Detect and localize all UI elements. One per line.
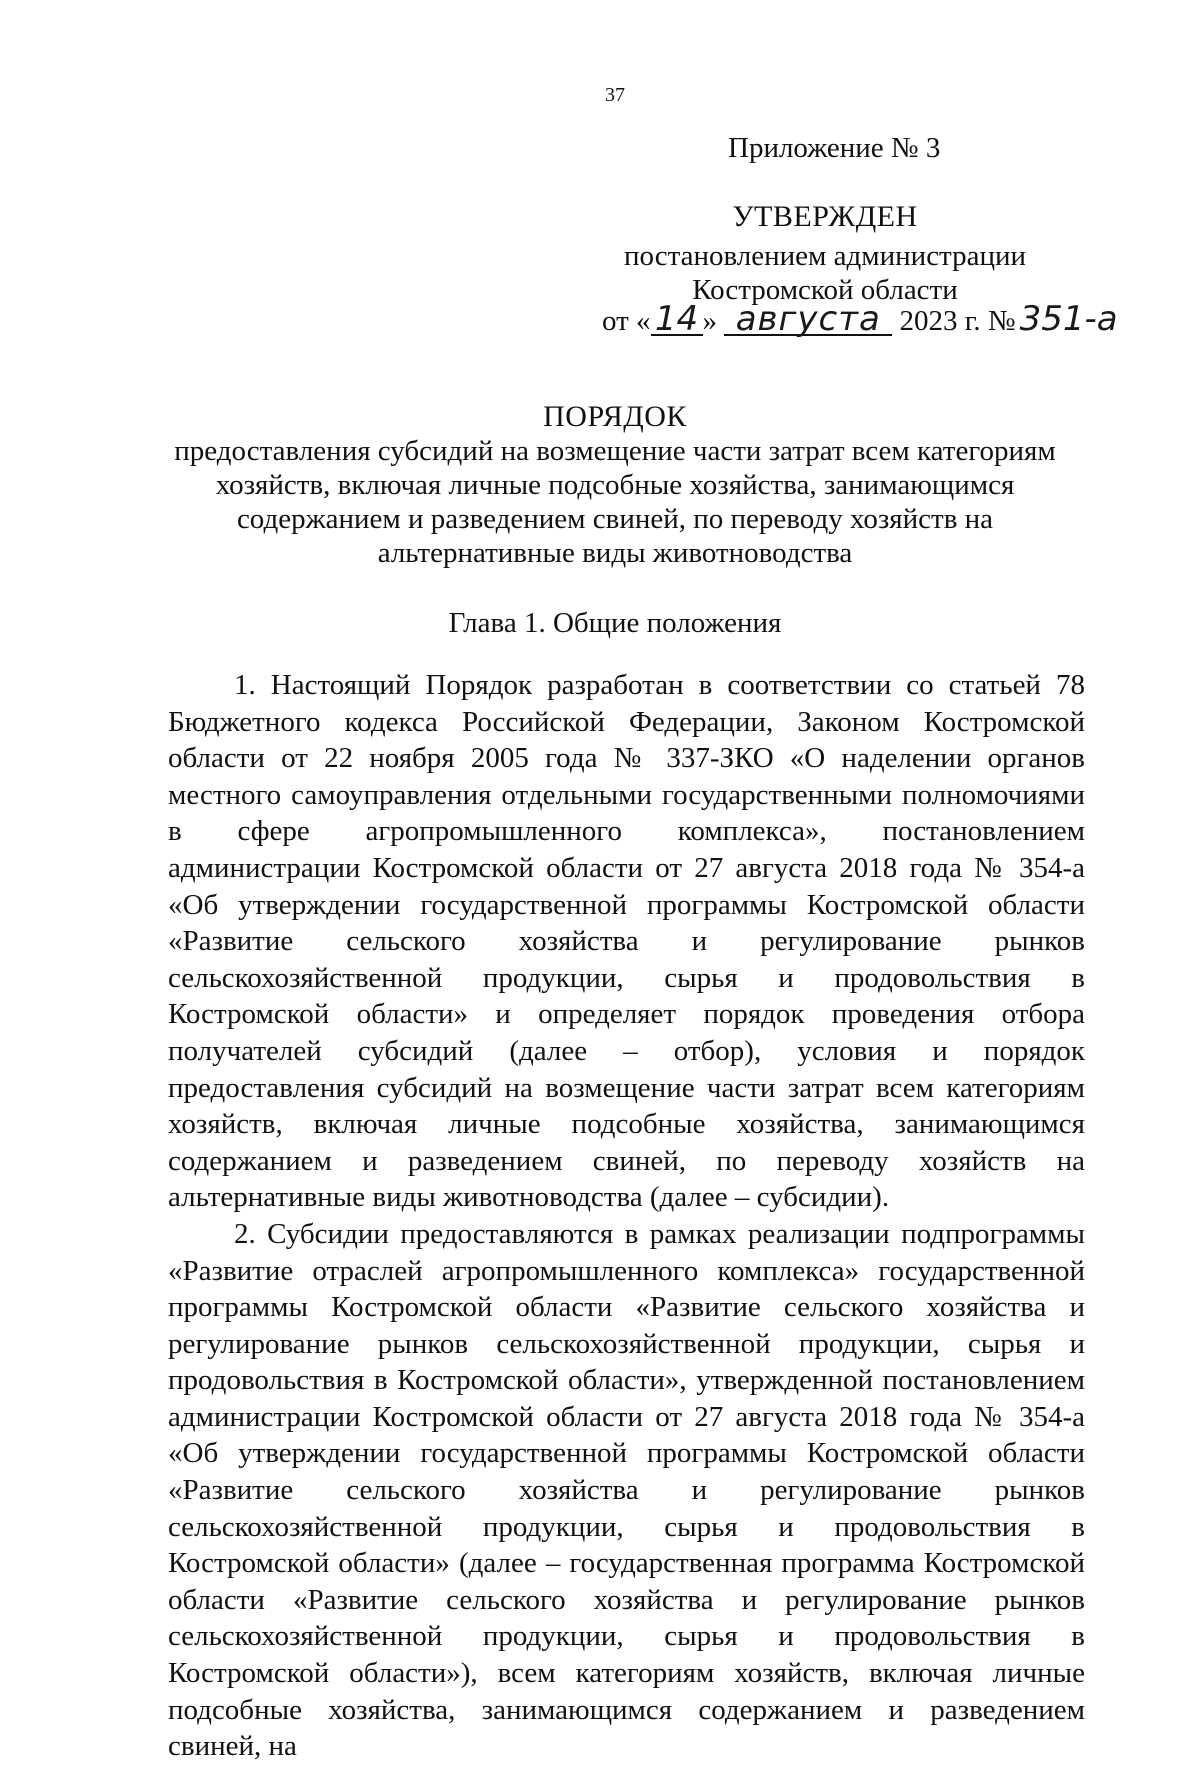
- paragraph-1: 1. Настоящий Порядок разработан в соответствии со статьей 78 Бюджетного кодекса Российской Федерации, Законом Костромской области от 22 ноября 2005 года № 337-ЗКО «О наделении органов местного самоуправления отдельными государственными полномочиями в сфере агропромышленного комплекса», постановлением администрации Костромской области от 27 августа 2018 года № 354-а «Об утверждении государственной программы Костромской области «Развитие сельского хозяйства и регулирование рынков сельскохозяйственной продукции, сырья и продовольствия в Костромской области» и определяет порядок проведения отбора получателей субсидий (далее – отбор), условия и порядок предоставления субсидий на возмещение части затрат всем категориям хозяйств, включая личные подсобные хозяйства, занимающимся содержанием и разведением свиней, по переводу хозяйств на альтернативные виды животноводства (далее – субсидии).: [168, 669, 1085, 1214]
- date-mid: »: [702, 305, 718, 337]
- approved-heading: УТВЕРЖДЕН: [732, 200, 918, 233]
- approved-by-line-1: постановлением администрации: [623, 240, 1027, 272]
- date-prefix: от «: [602, 305, 651, 337]
- handwritten-month: августа: [724, 304, 892, 336]
- body-text: [168, 667, 1085, 1765]
- page-number: 37: [605, 84, 625, 106]
- handwritten-doc-number: 351-а: [1019, 299, 1118, 339]
- chapter-heading: Глава 1. Общие положения: [448, 607, 782, 639]
- appendix-label: Приложение № 3: [728, 132, 941, 164]
- approved-by-line-2: Костромской области: [692, 274, 958, 306]
- date-year: 2023 г. №: [899, 305, 1016, 337]
- document-subtitle: предоставления субсидий на возмещение части затрат всем категориям хозяйств, включая личные подсобные хозяйства, занимающимся содержанием и разведением свиней, по переводу хозяйств на альтернативные виды животноводства: [174, 435, 1056, 569]
- document-title: ПОРЯДОК: [543, 400, 687, 433]
- handwritten-day: 14: [651, 304, 703, 336]
- approval-date-line: [602, 299, 1118, 339]
- approval-block: [590, 200, 1060, 307]
- paragraph-2: 2. Субсидии предоставляются в рамках реализации подпрограммы «Развитие отраслей агропромышленного комплекса» государственной программы Костромской области «Развитие сельского хозяйства и регулирование рынков сельскохозяйственной продукции, сырья и продовольствия в Костромской области», утвержденной постановлением администрации Костромской области от 27 августа 2018 года № 354-а «Об утверждении государственной программы Костромской области «Развитие сельского хозяйства и регулирование рынков сельскохозяйственной продукции, сырья и продовольствия в Костромской области» (далее – государственная программа Костромской области «Развитие сельского хозяйства и регулирование рынков сельскохозяйственной продукции, сырья и продовольствия в Костромской области»), всем категориям хозяйств, включая личные подсобные хозяйства, занимающимся содержанием и разведением свиней, на: [168, 1217, 1085, 1763]
